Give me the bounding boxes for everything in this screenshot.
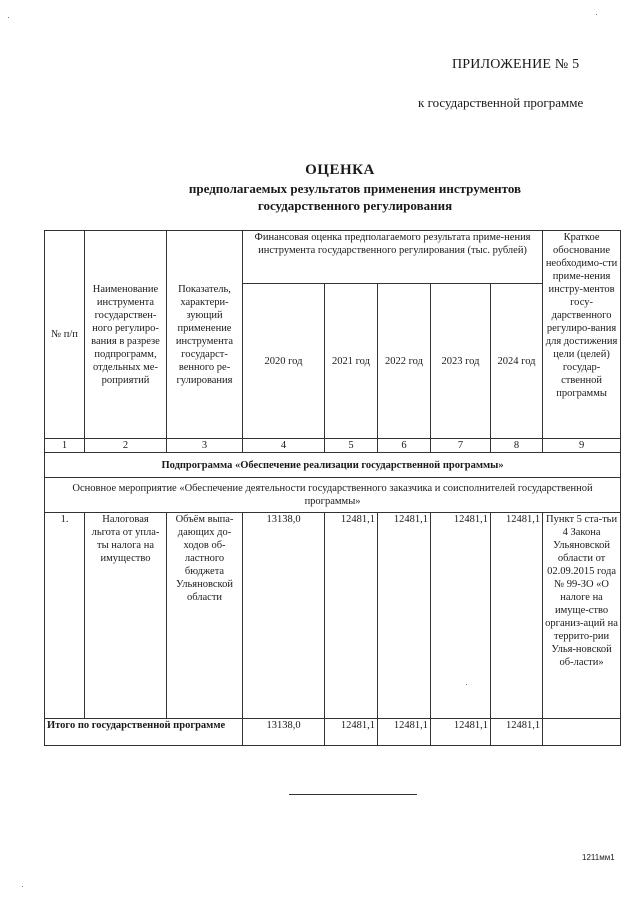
total-rationale <box>543 719 621 746</box>
header-year-2021: 2021 год <box>325 284 378 439</box>
table-row <box>45 513 621 719</box>
col-number: 4 <box>243 439 325 453</box>
row-value-2022: 12481,1 <box>378 513 431 719</box>
page-stamp: 1211мм1 <box>582 853 615 862</box>
total-label: Итого по государственной программе <box>45 719 243 746</box>
document-subtitle: предполагаемых результатов применения инструментов государственного регулирования <box>188 181 522 213</box>
header-instrument-name: Наименование инструмента государствен-ного регулиро-вания в разрезе подпрограмм, отдельных ме-роприятий <box>85 231 167 439</box>
column-numbers-row <box>45 439 621 453</box>
total-value-2020: 13138,0 <box>243 719 325 746</box>
main-event-title: Основное мероприятие «Обеспечение деятельности государственного заказчика и соисполнителей государственной программы» <box>45 478 621 513</box>
closing-rule <box>289 794 417 795</box>
main-event-row <box>45 478 621 513</box>
total-value-2024: 12481,1 <box>491 719 543 746</box>
subprogram-title: Подпрограмма «Обеспечение реализации государственной программы» <box>45 453 621 478</box>
row-rationale: Пункт 5 ста-тьи 4 Закона Ульяновской области от 02.09.2015 года № 99-ЗО «О налоге на имуще-ство организ-аций на террито-рии Улья-новской об-ласти» <box>543 513 621 719</box>
header-financial-estimate: Финансовая оценка предполагаемого результата приме-нения инструмента государственного регулирования (тыс. рублей) <box>243 231 543 284</box>
header-year-2023: 2023 год <box>431 284 491 439</box>
annex-reference: к государственной программе <box>418 95 584 110</box>
scan-speck <box>22 886 23 887</box>
header-year-2024: 2024 год <box>491 284 543 439</box>
col-number: 5 <box>325 439 378 453</box>
col-number: 1 <box>45 439 85 453</box>
row-value-2024: 12481,1 <box>491 513 543 719</box>
col-number: 9 <box>543 439 621 453</box>
col-number: 6 <box>378 439 431 453</box>
total-row <box>45 719 621 746</box>
scan-speck <box>8 17 9 18</box>
total-value-2021: 12481,1 <box>325 719 378 746</box>
row-value-2023: 12481,1 <box>431 513 491 719</box>
document-title: ОЦЕНКА <box>305 162 375 178</box>
header-rationale: Краткое обоснование необходимо-сти приме-нения инстру-ментов госу-дарственного регулиро-вания для достижения цели (целей) государ-ственной программы <box>543 231 621 439</box>
col-number: 8 <box>491 439 543 453</box>
total-value-2022: 12481,1 <box>378 719 431 746</box>
header-year-2022: 2022 год <box>378 284 431 439</box>
evaluation-table <box>44 230 621 746</box>
header-num: № п/п <box>45 231 85 439</box>
header-row-1 <box>45 231 621 284</box>
header-indicator: Показатель, характери-зующий применение инструмента государст-венного ре-гулирования <box>167 231 243 439</box>
scan-speck <box>596 14 597 15</box>
total-value-2023: 12481,1 <box>431 719 491 746</box>
row-instrument-name: Налоговая льгота от упла-ты налога на имущество <box>85 513 167 719</box>
row-value-2020: 13138,0 <box>243 513 325 719</box>
scan-speck <box>466 684 467 685</box>
col-number: 7 <box>431 439 491 453</box>
row-number: 1. <box>45 513 85 719</box>
row-value-2021: 12481,1 <box>325 513 378 719</box>
subprogram-row <box>45 453 621 478</box>
annex-number: ПРИЛОЖЕНИЕ № 5 <box>452 57 580 72</box>
col-number: 3 <box>167 439 243 453</box>
col-number: 2 <box>85 439 167 453</box>
row-indicator: Объём выпа-дающих до-ходов об-ластного бюджета Ульяновской области <box>167 513 243 719</box>
header-year-2020: 2020 год <box>243 284 325 439</box>
